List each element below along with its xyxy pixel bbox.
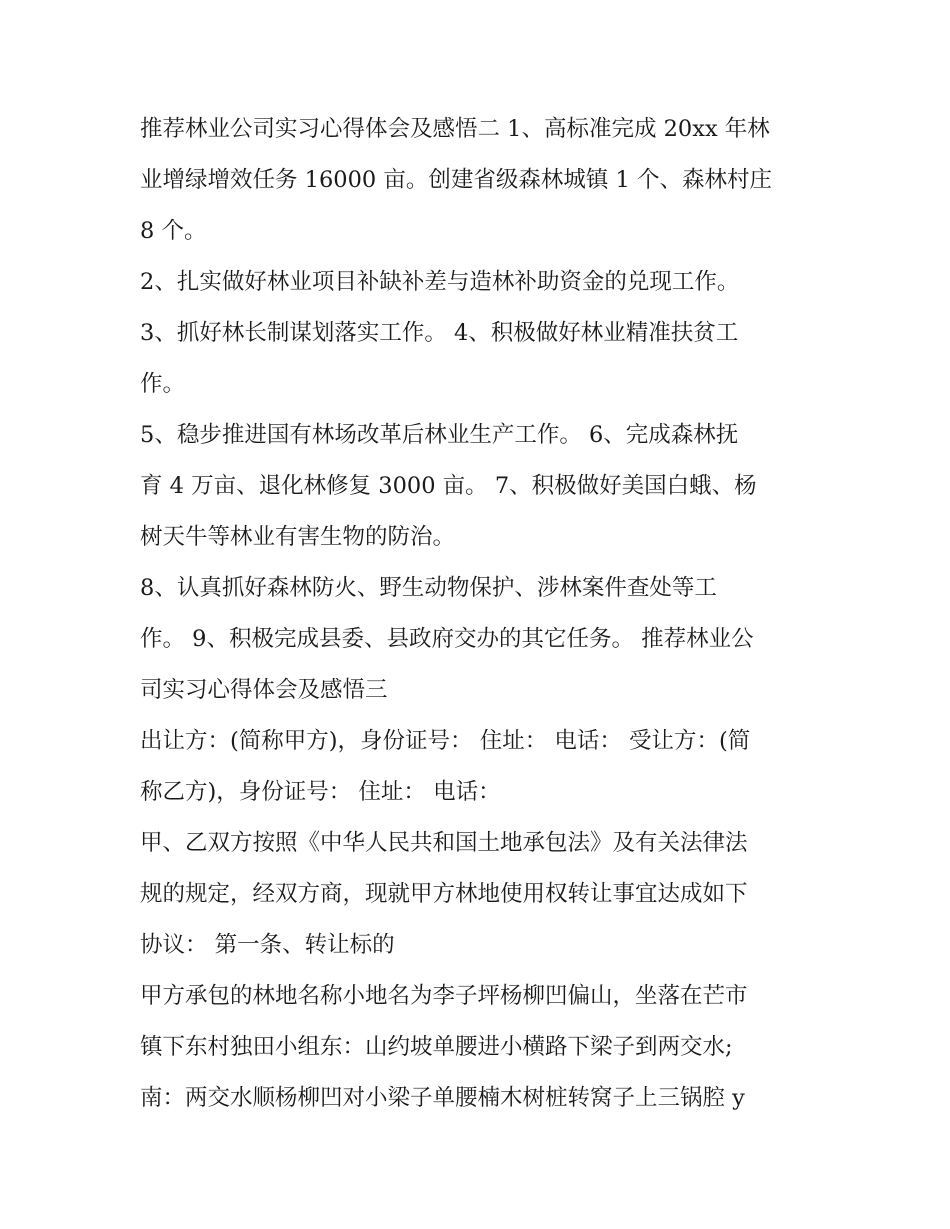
- text-line: 树天牛等林业有害生物的防治。: [140, 524, 456, 550]
- text-line: 育 4 万亩、退化林修复 3000 亩。 7、积极做好美国白蛾、杨: [140, 473, 757, 499]
- text-line: 推荐林业公司实习心得体会及感悟二 1、高标准完成 20xx 年林: [140, 116, 770, 142]
- text-line: 称乙方)，身份证号： 住址： 电话：: [140, 779, 501, 805]
- text-line: 出让方：(简称甲方)，身份证号： 住址： 电话： 受让方：(简: [140, 728, 751, 754]
- text-line: 2、扎实做好林业项目补缺补差与造林补助资金的兑现工作。: [140, 269, 740, 295]
- text-line: 规的规定，经双方商，现就甲方林地使用权转让事宜达成如下: [140, 881, 748, 907]
- text-line: 作。: [140, 371, 186, 397]
- text-line: 甲方承包的林地名称小地名为李子坪杨柳凹偏山，坐落在芒市: [140, 983, 748, 1009]
- text-line: 南：两交水顺杨柳凹对小梁子单腰楠木树桩转窝子上三锅腔 y: [140, 1085, 745, 1111]
- text-line: 5、稳步推进国有林场改革后林业生产工作。 6、完成森林抚: [140, 422, 739, 448]
- text-line: 协议： 第一条、转让标的: [140, 932, 395, 958]
- text-line: 司实习心得体会及感悟三: [140, 677, 388, 703]
- text-line: 作。 9、积极完成县委、县政府交办的其它任务。 推荐林业公: [140, 626, 754, 652]
- text-line: 3、抓好林长制谋划落实工作。 4、积极做好林业精准扶贫工: [140, 320, 739, 346]
- text-line: 8 个。: [140, 218, 207, 244]
- text-line: 镇下东村独田小组东：山约坡单腰进小横路下梁子到两交水;: [140, 1034, 733, 1060]
- text-line: 业增绿增效任务 16000 亩。创建省级森林城镇 1 个、森林村庄: [140, 167, 773, 193]
- text-line: 甲、乙双方按照《中华人民共和国土地承包法》及有关法律法: [140, 830, 748, 856]
- document-body: [140, 104, 820, 1124]
- text-line: 8、认真抓好森林防火、野生动物保护、涉林案件查处等工: [140, 575, 717, 601]
